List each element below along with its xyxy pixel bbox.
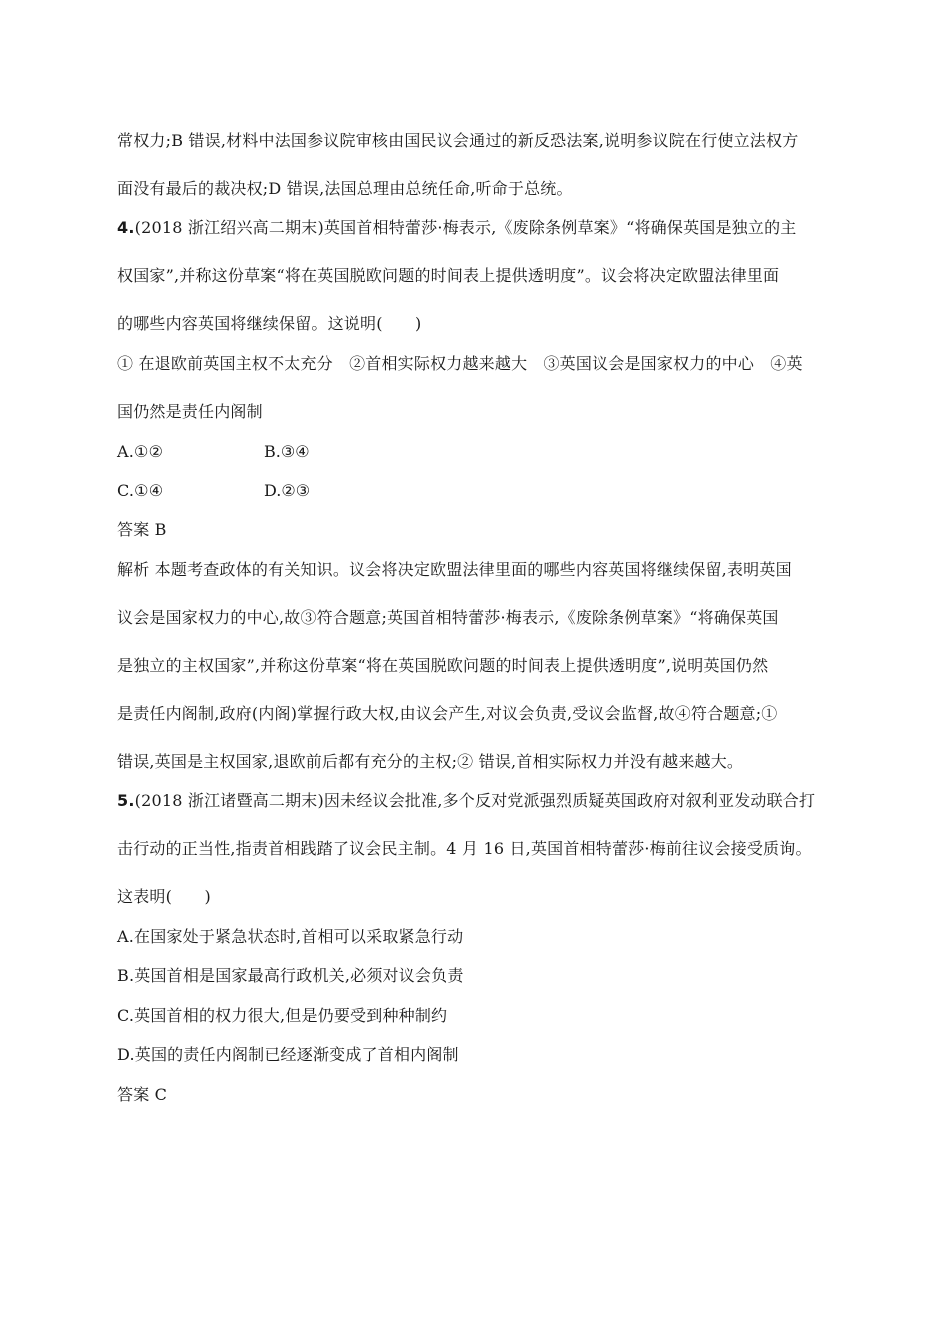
q5-option-a: A.在国家处于紧急状态时,首相可以采取紧急行动 — [117, 927, 464, 946]
q4-explanation-line-4: 是责任内阁制,政府(内阁)掌握行政大权,由议会产生,对议会负责,受议会监督,故④符合题意;① — [117, 704, 778, 723]
q5-answer: 答案 C — [117, 1085, 168, 1104]
q4-option-b: B.③④ — [264, 442, 310, 461]
q4-items-line-1: ① 在退欧前英国主权不太充分 ②首相实际权力越来越大 ③英国议会是国家权力的中心 ④英 — [117, 354, 803, 373]
q4-stem-line-2: 权国家”,并称这份草案“将在英国脱欧问题的时间表上提供透明度”。议会将决定欧盟法律里面 — [117, 266, 780, 285]
q4-explanation-line-5: 错误,英国是主权国家,退欧前后都有充分的主权;② 错误,首相实际权力并没有越来越大。 — [117, 752, 744, 771]
q4-explanation-line-1: 解析 本题考查政体的有关知识。议会将决定欧盟法律里面的哪些内容英国将继续保留,表明英国 — [117, 560, 792, 579]
q4-stem-text-1: (2018 浙江绍兴高二期末)英国首相特蕾莎·梅表示,《废除条例草案》“将确保英国是独立的主 — [134, 218, 797, 237]
prev-line-2: 面没有最后的裁决权;D 错误,法国总理由总统任命,听命于总统。 — [117, 179, 573, 198]
q4-stem-line-3: 的哪些内容英国将继续保留。这说明( ) — [117, 314, 422, 333]
q5-option-d: D.英国的责任内阁制已经逐渐变成了首相内阁制 — [117, 1045, 459, 1064]
q5-option-b: B.英国首相是国家最高行政机关,必须对议会负责 — [117, 966, 464, 985]
q4-option-d: D.②③ — [264, 481, 311, 500]
q4-items-line-2: 国仍然是责任内阁制 — [117, 402, 263, 421]
q5-number: 5. — [117, 791, 135, 810]
q5-stem-line-3: 这表明( ) — [117, 887, 211, 906]
q4-explanation-line-3: 是独立的主权国家”,并称这份草案“将在英国脱欧问题的时间表上提供透明度”,说明英国仍然 — [117, 656, 769, 675]
q4-answer: 答案 B — [117, 520, 167, 539]
q4-explanation-line-2: 议会是国家权力的中心,故③符合题意;英国首相特蕾莎·梅表示,《废除条例草案》“将确保英国 — [117, 608, 779, 627]
q5-option-c: C.英国首相的权力很大,但是仍要受到种种制约 — [117, 1006, 448, 1025]
q4-stem-line-1 — [117, 218, 796, 238]
q4-option-c: C.①④ — [117, 481, 164, 500]
q5-stem-text-1: (2018 浙江诸暨高二期末)因未经议会批准,多个反对党派强烈质疑英国政府对叙利亚发动联合打 — [134, 791, 816, 810]
q4-option-a: A.①② — [117, 442, 164, 461]
q4-number: 4. — [117, 218, 135, 237]
q5-stem-line-2: 击行动的正当性,指责首相践踏了议会民主制。4 月 16 日,英国首相特蕾莎·梅前往议会接受质询。 — [117, 839, 812, 858]
prev-line-1: 常权力;B 错误,材料中法国参议院审核由国民议会通过的新反恐法案,说明参议院在行使立法权方 — [117, 131, 799, 150]
q5-stem-line-1 — [117, 791, 815, 811]
